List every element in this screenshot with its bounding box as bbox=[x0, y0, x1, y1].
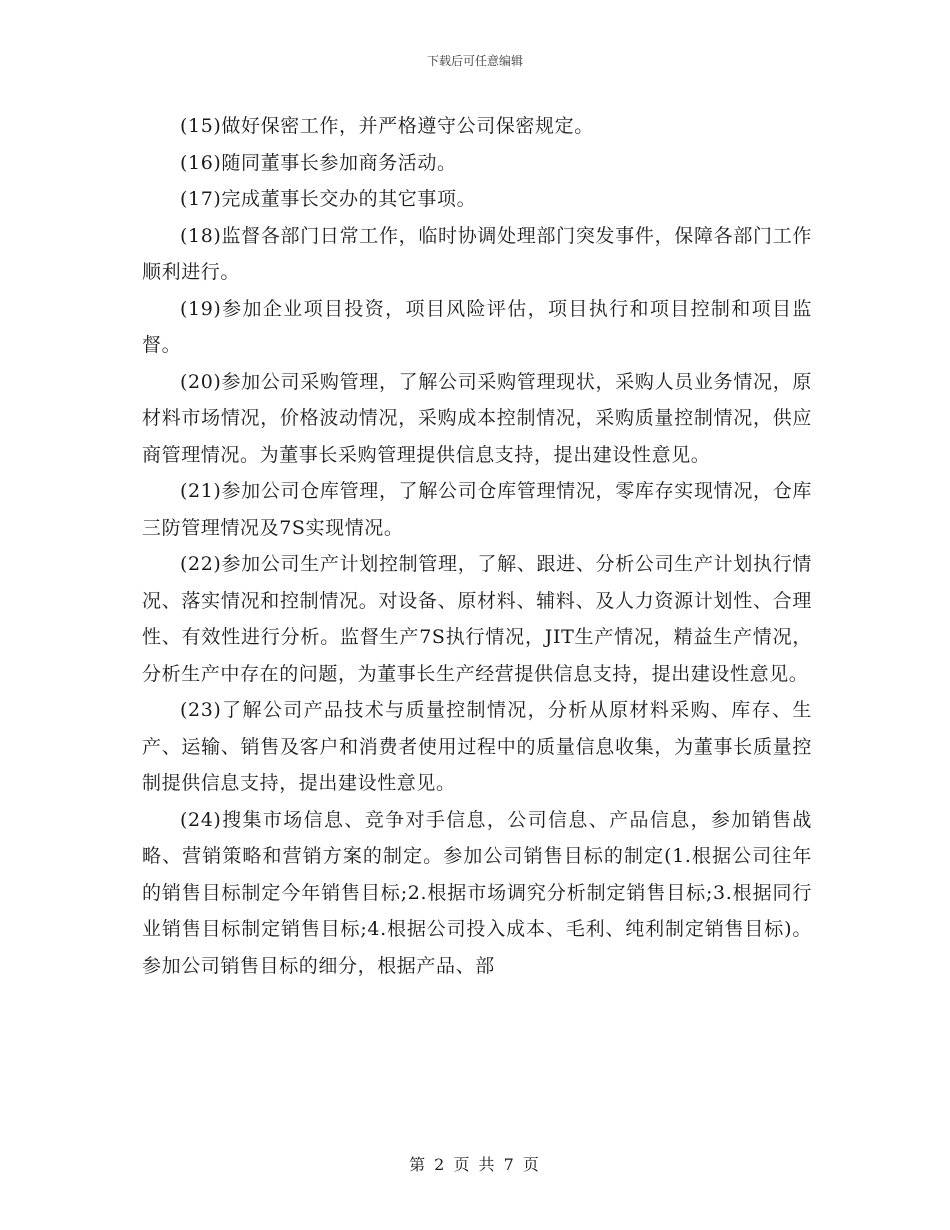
paragraph-20: (20)参加公司采购管理，了解公司采购管理现状，采购人员业务情况，原材料市场情况，价格波动情况，采购成本控制情况，采购质量控制情况，供应商管理情况。为董事长采购管理提供信息支持，提出建设性意见。 bbox=[142, 370, 812, 466]
paragraph-21: (21)参加公司仓库管理，了解公司仓库管理情况，零库存实现情况，仓库三防管理情况及7S实现情况。 bbox=[142, 480, 812, 539]
paragraph-24: (24)搜集市场信息、竞争对手信息，公司信息、产品信息，参加销售战略、营销策略和营销方案的制定。参加公司销售目标的制定(1.根据公司往年的销售目标制定今年销售目标;2.根据市场调究分析制定销售目标;3.根据同行业销售目标制定销售目标;4.根据公司投入成本、毛利、纯利制定销售目标)。参加公司销售目标的细分，根据产品、部 bbox=[142, 808, 812, 977]
page-number-footer: 第 2 页 共 7 页 bbox=[409, 1155, 541, 1174]
document-body bbox=[142, 108, 812, 984]
paragraph-22: (22)参加公司生产计划控制管理，了解、跟进、分析公司生产计划执行情况、落实情况和控制情况。对设备、原材料、辅料、及人力资源计划性、合理性、有效性进行分析。监督生产7S执行情况，JIT生产情况，精益生产情况，分析生产中存在的问题，为董事长生产经营提供信息支持，提出建设性意见。 bbox=[142, 553, 812, 685]
page-header: 下载后可任意编辑 bbox=[426, 54, 523, 68]
paragraph-19: (19)参加企业项目投资，项目风险评估，项目执行和项目控制和项目监督。 bbox=[142, 297, 812, 356]
paragraph-17: (17)完成董事长交办的其它事项。 bbox=[180, 188, 477, 210]
paragraph-16: (16)随同董事长参加商务活动。 bbox=[180, 151, 457, 174]
paragraph-15: (15)做好保密工作，并严格遵守公司保密规定。 bbox=[180, 115, 594, 137]
paragraph-18: (18)监督各部门日常工作，临时协调处理部门突发事件，保障各部门工作顺利进行。 bbox=[142, 224, 812, 283]
paragraph-23: (23)了解公司产品技术与质量控制情况，分析从原材料采购、库存、生产、运输、销售及客户和消费者使用过程中的质量信息收集，为董事长质量控制提供信息支持，提出建设性意见。 bbox=[142, 699, 812, 794]
